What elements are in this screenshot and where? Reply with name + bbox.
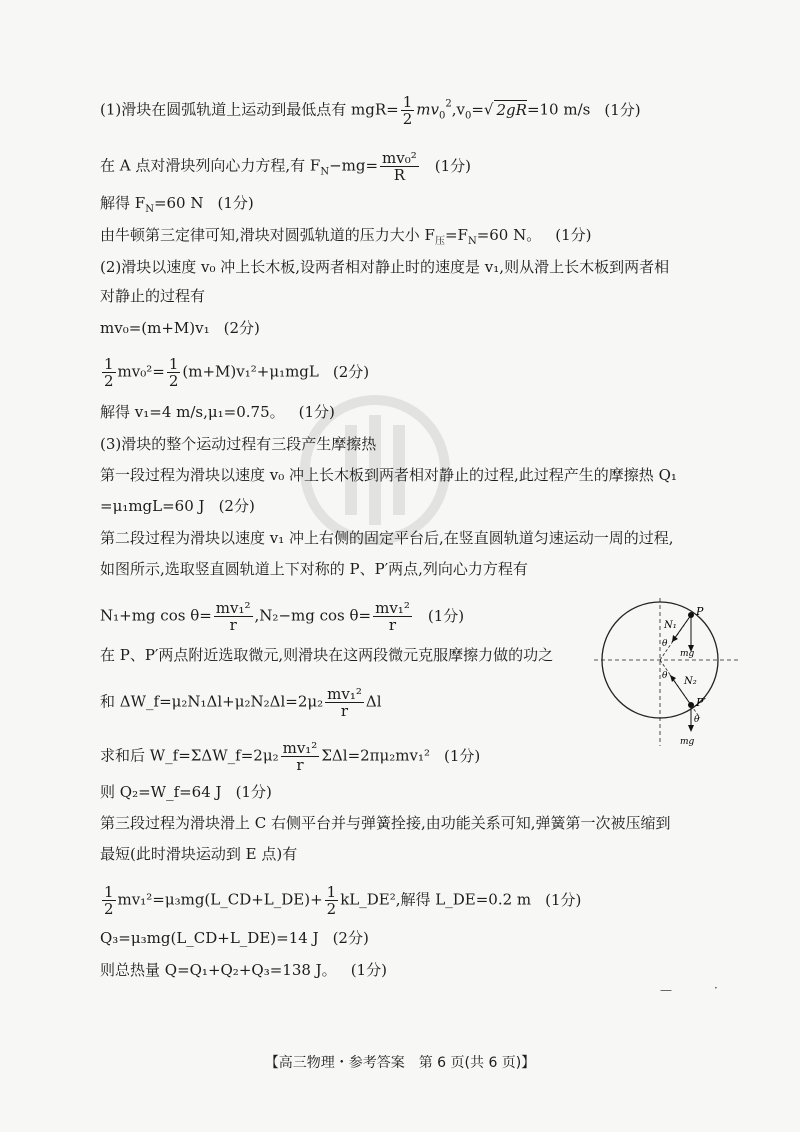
- line-2-2: 对静止的过程有: [100, 287, 206, 305]
- page-footer: 【高三物理・参考答案 第 6 页(共 6 页)】: [264, 1055, 536, 1071]
- label-n1: N₁: [664, 620, 677, 631]
- label-mg-p-prime: mg: [680, 737, 695, 747]
- line-3-11: 第三段过程为滑块滑上 C 右侧平台并与弹簧拴接,由功能关系可知,弹簧第一次被压缩到: [100, 814, 671, 832]
- label-p: P: [696, 605, 704, 618]
- line-1-3: 解得 $F_N=60$ N (1分): [100, 194, 254, 215]
- stray-mark-1: —: [660, 983, 672, 997]
- label-n2: N₂: [684, 676, 697, 687]
- label-mg-p: mg: [680, 649, 695, 659]
- line-3-7: 在 P、P′两点附近选取微元,则滑块在这两段微元克服摩擦力做的功之: [100, 646, 554, 664]
- line-1-2: 在 A 点对滑块列向心力方程,有 $F_N-mg=$ $\frac{\text{mv₀²}}{R}$ (1分): [100, 149, 472, 184]
- line-3-13: $\frac{1}{2}$ mv₁²=μ₃mg(L_CD+L_DE)+ $\frac{1}{2}$ kL_DE²,解得 L_DE=0.2 m (1分): [104, 883, 582, 918]
- line-2-1: (2)滑块以速度 v₀ 冲上长木板,设两者相对静止时的速度是 v₁,则从滑上长木板到两者相: [100, 258, 670, 276]
- label-theta-2: θ: [662, 671, 668, 681]
- label-theta-1: θ: [662, 639, 668, 649]
- line-2-5: 解得 v₁=4 m/s,μ₁=0.75。 (1分): [100, 403, 335, 421]
- circular-track-figure: [588, 598, 738, 748]
- line-3-5: 如图所示,选取竖直圆轨道上下对称的 P、P′两点,列向心力方程有: [100, 560, 528, 578]
- line-3-10: 则 Q₂=W_f=64 J (1分): [100, 783, 272, 801]
- line-3-6: N₁+mg cos θ= $\frac{\text{mv₁²}}{r}$ ,N₂−mg cos θ= $\frac{\text{mv₁²}}{r}$ (1分): [100, 599, 465, 634]
- label-p-prime: P′: [696, 696, 706, 709]
- line-3-14: Q₃=μ₃mg(L_CD+L_DE)=14 J (2分): [100, 929, 369, 947]
- label-theta-3: θ: [694, 715, 700, 725]
- line-3-1: (3)滑块的整个运动过程有三段产生摩擦热: [100, 435, 377, 453]
- line-1-1: (1)滑块在圆弧轨道上运动到最低点有 mgR= $\frac{1}{2}$ $mv_0^2,v_0=√$ 2gR=10 m/s (1分): [100, 93, 641, 128]
- line-3-9: 求和后 W_f=ΣΔW_f=2μ₂ $\frac{\text{mv₁²}}{r}$ ΣΔl=2πμ₂mv₁² (1分): [100, 739, 481, 774]
- stray-mark-2: ·: [714, 981, 718, 995]
- line-1-4: 由牛顿第三定律可知,滑块对圆弧轨道的压力大小 $F_压=F_N=60$ N。 (1分): [100, 226, 592, 247]
- line-3-8: 和 ΔW_f=μ₂N₁Δl+μ₂N₂Δl=2μ₂ $\frac{\text{mv₁²}}{r}$ Δl: [100, 685, 382, 720]
- line-3-12: 最短(此时滑块运动到 E 点)有: [100, 845, 298, 863]
- line-3-2: 第一段过程为滑块以速度 v₀ 冲上长木板到两者相对静止的过程,此过程产生的摩擦热 Q₁: [100, 466, 677, 484]
- line-2-4: $\frac{1}{2}$ mv₀²= $\frac{1}{2}$ (m+M)v₁²+μ₁mgL (2分): [104, 355, 370, 390]
- line-3-4: 第二段过程为滑块以速度 v₁ 冲上右侧的固定平台后,在竖直圆轨道匀速运动一周的过程,: [100, 529, 674, 547]
- line-3-3: =μ₁mgL=60 J (2分): [100, 497, 255, 515]
- line-2-3: mv₀=(m+M)v₁ (2分): [100, 319, 260, 337]
- line-3-15: 则总热量 Q=Q₁+Q₂+Q₃=138 J。 (1分): [100, 961, 387, 979]
